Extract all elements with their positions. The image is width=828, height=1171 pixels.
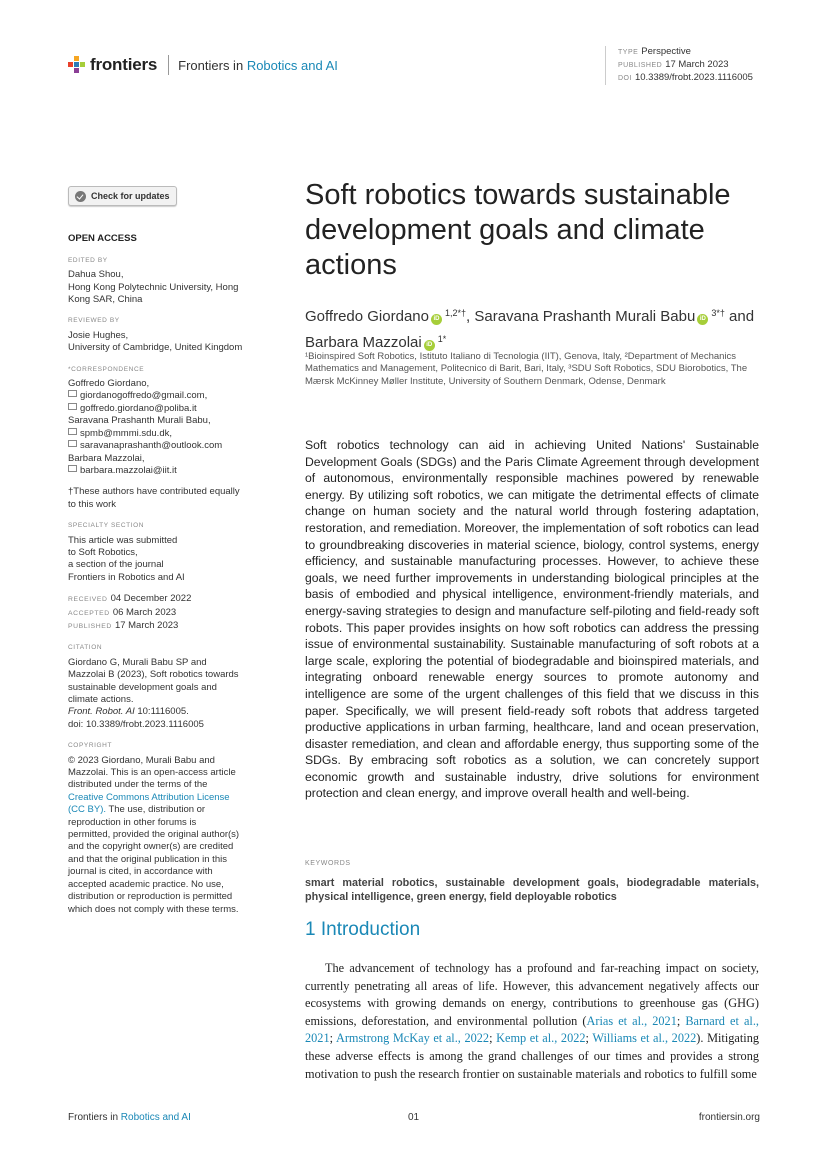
email-link[interactable]: saravanaprashanth@outlook.com (68, 440, 258, 452)
citation-link[interactable]: Barnard et al., 2021 (305, 1013, 759, 1046)
check-icon (75, 191, 86, 202)
license-link[interactable]: (CC BY). (68, 804, 106, 816)
dates-section: RECEIVED 04 December 2022 ACCEPTED 06 March 2023 PUBLISHED 17 March 2023 (68, 593, 192, 631)
email-link[interactable]: barbara.mazzolai@iit.it (68, 465, 258, 477)
page-number: 01 (408, 1112, 420, 1123)
citation-link[interactable]: Arias et al., 2021 (586, 1013, 677, 1028)
journal-header (68, 55, 338, 75)
check-updates-button[interactable]: Check for updates (68, 186, 177, 206)
specialty-section: SPECIALTY SECTION This article was submitted to Soft Robotics, a section of the journal Frontiers in Robotics and AI (68, 522, 185, 583)
introduction-text: The advancement of technology has a profound and far-reaching impact on society, currently penetrating all areas of life. However, this advancement negatively affects our ecosystems with growing demands on energy, contributions to greenhouse gas (GHG) emissions, deforestation, and environmental pollution (Arias et al., 2021; Barnard et al., 2021; Armstrong McKay et al., 2022; Kemp et al., 2022; Williams et al., 2022). Mitigating these adverse effects is among the grand challenges of our times and provides a strong motivation to push the research frontier on sustainable materials and robotics to fulfill some (305, 961, 759, 1081)
published-date: 17 March 2023 (114, 619, 179, 631)
contribution-note: †These authors have contributed equally to this work (68, 486, 240, 510)
footer-journal: Frontiers in Robotics and AI (68, 1112, 191, 1123)
license-link[interactable]: Creative Commons Attribution License (68, 791, 230, 803)
journal-name: Frontiers in Robotics and AI (178, 57, 338, 73)
published-date: 17 March 2023 (665, 59, 729, 70)
logo-divider (168, 55, 169, 75)
footer-site-link[interactable]: frontiersin.org (698, 1112, 760, 1123)
sidebar (68, 186, 258, 916)
email-link[interactable]: spmb@mmmi.sdu.dk, (68, 428, 258, 440)
article-title: Soft robotics towards sustainable development goals and climate actions (305, 179, 731, 281)
author-list: Goffredo Giordano $iD^{1,2*\dagger}$, Saravana Prashanth Murali Babu $iD^{3*\dagger}$ and Barbara Mazzolai $iD^{1*}$ (305, 308, 755, 351)
keywords-label: KEYWORDS (305, 860, 351, 867)
citation-link[interactable]: Williams et al., 2022 (592, 1031, 697, 1046)
citation-link[interactable]: Kemp et al., 2022 (496, 1031, 586, 1046)
mail-icon (68, 440, 77, 447)
received-date: 04 December 2022 (110, 593, 192, 605)
frontiers-logo-icon (68, 56, 86, 74)
correspondent-name: Barbara Mazzolai, (68, 452, 145, 464)
mail-icon (68, 403, 77, 410)
orcid-icon[interactable]: iD (424, 340, 435, 351)
mail-icon (68, 390, 77, 397)
article-meta: TYPE Perspective PUBLISHED 17 March 2023 DOI 10.3389/frobt.2023.1116005 (605, 46, 753, 85)
orcid-icon[interactable]: iD (697, 314, 708, 325)
doi: 10.3389/frobt.2023.1116005 (634, 72, 753, 83)
orcid-icon[interactable]: iD (431, 314, 442, 325)
abstract: Soft robotics technology can aid in achieving United Nations' Sustainable Development Goals (SDGs) and the Paris Climate Agreement through development of autonomous, environmentally responsible machines powered by renewable energy. By utilizing soft robotics, we can mitigate the detrimental effects of climate change on human society and the natural world through fostering adaptation, restoration, and remediation. Moreover, the implementation of soft robotics can lead to groundbreaking discoveries in material science, biology, control systems, energy efficiency, and sustainable manufacturing processes. However, to achieve these goals, we need further improvements in understanding biological principles at the basis of embodied and physical intelligence, environment-friendly materials, and energy-saving strategies to design and manufacture self-piloting and field-ready soft robots. This paper provides insights on how soft robotics can address the pressing issue of environmental sustainability. Sustainable manufacturing of soft robots at a large scale, exploring the potential of biodegradable and bioinspired materials, and integrating onboard renewable energy sources to promote autonomy and intelligence are some of the urgent challenges of this field that we discuss in this paper. Specifically, we will present field-ready soft robots that address targeted productive applications in urban farming, healthcare, land and ocean preservation, disaster remediation, and clean and affordable energy, thus supporting some of the SDGs. By embracing soft robotics as a solution, we can concretely support economic growth and sustainable industry, drive solutions for environment protection and clean energy, and improve overall health and well-being. (305, 438, 759, 801)
correspondence-section: *CORRESPONDENCE Goffredo Giordano, giordanogoffredo@gmail.com, goffredo.giordano@poliba.it Saravana Prashanth Murali Babu, spmb@mmmi.sdu.dk, saravanaprashanth@outlook.com Barbara Mazzolai, barbara.mazzolai@iit.it (68, 364, 258, 478)
keywords: smart material robotics, sustainable development goals, biodegradable materials, physical intelligence, green energy, field deployable robotics (305, 877, 759, 903)
open-access-label: OPEN ACCESS (68, 233, 137, 245)
reviewed-by-section: REVIEWED BY Josie Hughes, University of Cambridge, United Kingdom (68, 317, 243, 354)
author-name: Saravana Prashanth Murali Babu (474, 308, 696, 325)
edited-by-section: EDITED BY Dahua Shou, Hong Kong Polytechnic University, Hong Kong SAR, China (68, 256, 239, 306)
mail-icon (68, 465, 77, 472)
correspondent-name: Saravana Prashanth Murali Babu, (68, 415, 211, 427)
author-name: Barbara Mazzolai (305, 334, 422, 351)
author-name: Goffredo Giordano (305, 308, 429, 325)
email-link[interactable]: giordanogoffredo@gmail.com, (68, 390, 258, 402)
copyright-section: COPYRIGHT © 2023 Giordano, Murali Babu and Mazzolai. This is an open-access article distributed under the terms of the Creative Commons Attribution License (CC BY). The use, distribution or reproduction in other forums is permitted, provided the original author(s) and the copyright owner(s) are credited and that the original publication in this journal is cited, in accordance with accepted academic practice. No use, distribution or reproduction is permitted which does not comply with these terms. (68, 740, 258, 916)
email-link[interactable]: goffredo.giordano@poliba.it (68, 403, 258, 415)
correspondent-name: Goffredo Giordano, (68, 378, 150, 390)
article-type: Perspective (641, 46, 691, 57)
mail-icon (68, 428, 77, 435)
accepted-date: 06 March 2023 (112, 606, 177, 618)
logo-text: frontiers (90, 55, 158, 74)
affiliations: ¹Bioinspired Soft Robotics, Istituto Italiano di Tecnologia (IIT), Genova, Italy, ²Department of Mechanics Mathematics and Management, Politecnico di Barit, Bari, Italy, ³SDU Soft Robotics, SDU Biorobotics, The Mærsk McKinney Møller Institute, University of Southern Denmark, Odense, Denmark (305, 351, 748, 387)
section-heading: 1 Introduction (305, 919, 421, 940)
citation-link[interactable]: Armstrong McKay et al., 2022 (335, 1031, 490, 1046)
citation-section: CITATION Giordano G, Murali Babu SP and Mazzolai B (2023), Soft robotics towards sustainable development goals and climate actions. Front. Robot. AI 10:1116005. doi: 10.3389/frobt.2023.1116005 (68, 644, 239, 730)
